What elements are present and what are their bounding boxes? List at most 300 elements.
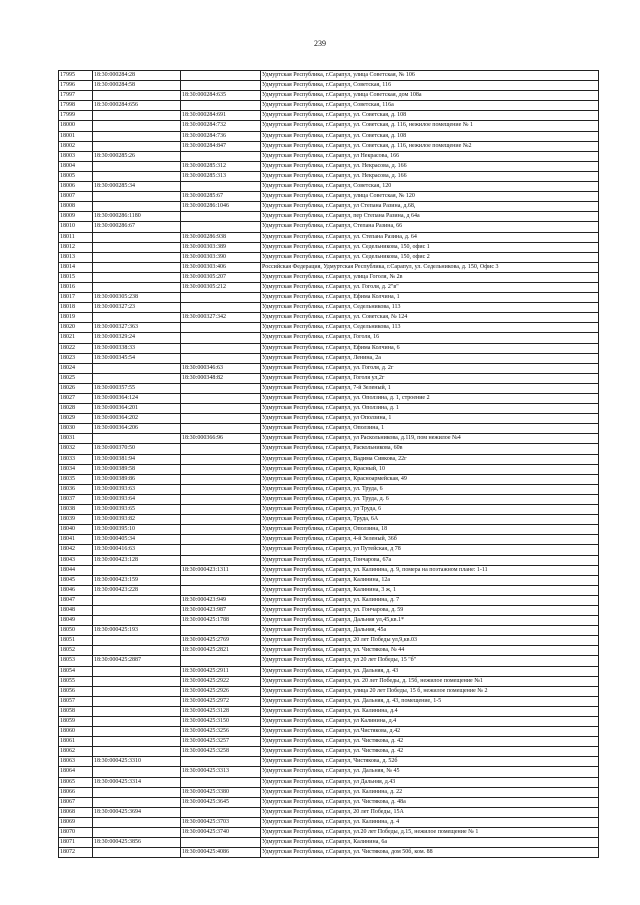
address-cell: Удмуртская Республика, г.Сарапул, ул. Калинина, д. 4 — [261, 817, 599, 827]
land-cadastral-number-cell: 18:30:000364:201 — [93, 404, 181, 414]
land-cadastral-number-cell — [93, 434, 181, 444]
table-row — [59, 81, 599, 91]
table-row — [59, 353, 599, 363]
row-number-cell: 18040 — [59, 525, 93, 535]
address-cell: Удмуртская Республика, г.Сарапул, ул. Советская, д. 116, нежилое помещение № 1 — [261, 121, 599, 131]
table-row — [59, 646, 599, 656]
address-cell: Удмуртская Республика, г.Сарапул, ул. Советская, д. 108 — [261, 111, 599, 121]
address-cell: Удмуртская Республика, г.Сарапул, Степана Разина, 66 — [261, 222, 599, 232]
land-cadastral-number-cell — [93, 797, 181, 807]
land-cadastral-number-cell — [93, 131, 181, 141]
address-cell: Удмуртская Республика, г.Сарапул, Советская, 120 — [261, 182, 599, 192]
building-cadastral-number-cell: 18:30:000423:987 — [181, 605, 261, 615]
building-cadastral-number-cell — [181, 333, 261, 343]
row-number-cell: 18020 — [59, 323, 93, 333]
row-number-cell: 18018 — [59, 303, 93, 313]
building-cadastral-number-cell — [181, 293, 261, 303]
address-cell: Удмуртская Республика, г.Сарапул, ул. Калинина, д. 22 — [261, 787, 599, 797]
building-cadastral-number-cell — [181, 626, 261, 636]
address-cell: Удмуртская Республика, г.Сарапул, улица Советская, № 120 — [261, 192, 599, 202]
address-cell: Удмуртская Республика, г.Сарапул, ул Оползина, 1 — [261, 414, 599, 424]
row-number-cell: 18038 — [59, 505, 93, 515]
building-cadastral-number-cell: 18:30:000346:63 — [181, 363, 261, 373]
table-row — [59, 777, 599, 787]
table-row — [59, 555, 599, 565]
building-cadastral-number-cell — [181, 212, 261, 222]
land-cadastral-number-cell — [93, 737, 181, 747]
building-cadastral-number-cell — [181, 71, 261, 81]
land-cadastral-number-cell — [93, 595, 181, 605]
row-number-cell: 18005 — [59, 171, 93, 181]
row-number-cell: 17997 — [59, 91, 93, 101]
address-cell: Удмуртская Республика, г.Сарапул, Ефима Колчина, 6 — [261, 343, 599, 353]
building-cadastral-number-cell — [181, 838, 261, 848]
table-row — [59, 747, 599, 757]
building-cadastral-number-cell: 18:30:000425:3150 — [181, 717, 261, 727]
building-cadastral-number-cell — [181, 182, 261, 192]
land-cadastral-number-cell — [93, 616, 181, 626]
table-row — [59, 394, 599, 404]
row-number-cell: 18061 — [59, 737, 93, 747]
address-cell: Удмуртская Республика, г.Сарапул, ул. Оползина, д. 1, строение 2 — [261, 394, 599, 404]
building-cadastral-number-cell — [181, 555, 261, 565]
row-number-cell: 18001 — [59, 131, 93, 141]
building-cadastral-number-cell: 18:30:000305:207 — [181, 272, 261, 282]
land-cadastral-number-cell: 18:30:000285:34 — [93, 182, 181, 192]
table-row — [59, 464, 599, 474]
table-row — [59, 525, 599, 535]
row-number-cell: 18007 — [59, 192, 93, 202]
address-cell: Удмуртская Республика, г.Сарапул, ул. Чистякова, № 44 — [261, 646, 599, 656]
table-row — [59, 505, 599, 515]
row-number-cell: 18036 — [59, 484, 93, 494]
table-row — [59, 272, 599, 282]
building-cadastral-number-cell: 18:30:000284:847 — [181, 141, 261, 151]
address-cell: Удмуртская Республика, г.Сарапул, Калинина, 3 ж, 1 — [261, 585, 599, 595]
table-row — [59, 242, 599, 252]
table-row — [59, 71, 599, 81]
row-number-cell: 18006 — [59, 182, 93, 192]
address-cell: Удмуртская Республика, г.Сарапул, ул.Чистякова, д.42 — [261, 727, 599, 737]
row-number-cell: 18052 — [59, 646, 93, 656]
table-row — [59, 404, 599, 414]
row-number-cell: 18045 — [59, 575, 93, 585]
table-row — [59, 737, 599, 747]
land-cadastral-number-cell — [93, 676, 181, 686]
address-cell: Удмуртская Республика, г.Сарапул, Оползина, 18 — [261, 525, 599, 535]
table-row — [59, 424, 599, 434]
building-cadastral-number-cell: 18:30:000425:3256 — [181, 727, 261, 737]
table-row — [59, 182, 599, 192]
address-cell: Удмуртская Республика, г.Сарапул, Калинина, 12а — [261, 575, 599, 585]
row-number-cell: 18032 — [59, 444, 93, 454]
building-cadastral-number-cell: 18:30:000425:2821 — [181, 646, 261, 656]
land-cadastral-number-cell: 18:30:000364:124 — [93, 394, 181, 404]
row-number-cell: 18017 — [59, 293, 93, 303]
row-number-cell: 18011 — [59, 232, 93, 242]
address-cell: Удмуртская Республика, г.Сарапул, ул. Дальняя, № 45 — [261, 767, 599, 777]
table-row — [59, 363, 599, 373]
address-cell: Удмуртская Республика, г.Сарапул, ул. Калинина, д. 7 — [261, 595, 599, 605]
table-row — [59, 656, 599, 666]
building-cadastral-number-cell: 18:30:000284:691 — [181, 111, 261, 121]
building-cadastral-number-cell: 18:30:000425:3258 — [181, 747, 261, 757]
building-cadastral-number-cell: 18:30:000425:2911 — [181, 666, 261, 676]
land-cadastral-number-cell — [93, 646, 181, 656]
address-cell: Удмуртская Республика, г.Сарапул, Советская, 116 — [261, 81, 599, 91]
land-cadastral-number-cell: 18:30:000286:67 — [93, 222, 181, 232]
table-row — [59, 303, 599, 313]
table-row — [59, 616, 599, 626]
building-cadastral-number-cell — [181, 474, 261, 484]
land-cadastral-number-cell — [93, 686, 181, 696]
table-row — [59, 414, 599, 424]
registry-table — [58, 70, 599, 858]
land-cadastral-number-cell — [93, 817, 181, 827]
address-cell: Удмуртская Республика, г.Сарапул, Седельникова, 113 — [261, 323, 599, 333]
address-cell: Удмуртская Республика, г.Сарапул, ул. Калинина, д.4 — [261, 706, 599, 716]
land-cadastral-number-cell — [93, 252, 181, 262]
table-row — [59, 757, 599, 767]
land-cadastral-number-cell — [93, 232, 181, 242]
row-number-cell: 18031 — [59, 434, 93, 444]
row-number-cell: 17996 — [59, 81, 93, 91]
address-cell: Удмуртская Республика, г.Сарапул, 20 лет Победы, 15А — [261, 807, 599, 817]
land-cadastral-number-cell: 18:30:000425:3694 — [93, 807, 181, 817]
address-cell: Удмуртская Республика, г.Сарапул, Ефима Колчина, 1 — [261, 293, 599, 303]
building-cadastral-number-cell: 18:30:000425:3645 — [181, 797, 261, 807]
table-row — [59, 141, 599, 151]
land-cadastral-number-cell: 18:30:000425:193 — [93, 626, 181, 636]
land-cadastral-number-cell — [93, 787, 181, 797]
address-cell: Российская Федерация, Удмуртская Республика, г.Сарапул, ул. Седельникова, д. 150, Офис 3 — [261, 262, 599, 272]
row-number-cell: 18072 — [59, 848, 93, 858]
table-row — [59, 111, 599, 121]
address-cell: Удмуртская Республика, г.Сарапул, Труда, 6А — [261, 515, 599, 525]
address-cell: Удмуртская Республика, г.Сарапул, Чистякова, д. 52б — [261, 757, 599, 767]
address-cell: Удмуртская Республика, г.Сарапул, ул.20 лет Победы, д.15, нежилое помещение № 1 — [261, 828, 599, 838]
row-number-cell: 18060 — [59, 727, 93, 737]
table-row — [59, 787, 599, 797]
row-number-cell: 18050 — [59, 626, 93, 636]
table-row — [59, 131, 599, 141]
address-cell: Удмуртская Республика, г.Сарапул, Гоголя ул,2г — [261, 373, 599, 383]
table-row — [59, 121, 599, 131]
table-row — [59, 696, 599, 706]
building-cadastral-number-cell: 18:30:000423:1311 — [181, 565, 261, 575]
building-cadastral-number-cell — [181, 343, 261, 353]
address-cell: Удмуртская Республика, г.Сарапул, ул. Дальняя, д. 43 — [261, 666, 599, 676]
land-cadastral-number-cell: 18:30:000389:58 — [93, 464, 181, 474]
row-number-cell: 18053 — [59, 656, 93, 666]
building-cadastral-number-cell — [181, 535, 261, 545]
row-number-cell: 18030 — [59, 424, 93, 434]
table-row — [59, 222, 599, 232]
land-cadastral-number-cell — [93, 111, 181, 121]
land-cadastral-number-cell: 18:30:000345:54 — [93, 353, 181, 363]
address-cell: Удмуртская Республика, г.Сарапул, ул. Советская, д. 108 — [261, 131, 599, 141]
land-cadastral-number-cell: 18:30:000284:656 — [93, 101, 181, 111]
address-cell: Удмуртская Республика, г.Сарапул, ул. Чистякова, д. 48а — [261, 797, 599, 807]
row-number-cell: 18066 — [59, 787, 93, 797]
land-cadastral-number-cell — [93, 272, 181, 282]
address-cell: Удмуртская Республика, г.Сарапул, Калинина, 6а — [261, 838, 599, 848]
land-cadastral-number-cell: 18:30:000423:159 — [93, 575, 181, 585]
land-cadastral-number-cell: 18:30:000393:64 — [93, 494, 181, 504]
row-number-cell: 18016 — [59, 282, 93, 292]
land-cadastral-number-cell — [93, 262, 181, 272]
row-number-cell: 18071 — [59, 838, 93, 848]
table-row — [59, 232, 599, 242]
row-number-cell: 18049 — [59, 616, 93, 626]
address-cell: Удмуртская Республика, г.Сарапул, Красный, 10 — [261, 464, 599, 474]
row-number-cell: 18067 — [59, 797, 93, 807]
row-number-cell: 18043 — [59, 555, 93, 565]
row-number-cell: 18034 — [59, 464, 93, 474]
row-number-cell: 18044 — [59, 565, 93, 575]
table-row — [59, 636, 599, 646]
row-number-cell: 18039 — [59, 515, 93, 525]
address-cell: Удмуртская Республика, г.Сарапул, 20 лет Победы ул,9,кв.03 — [261, 636, 599, 646]
land-cadastral-number-cell — [93, 192, 181, 202]
building-cadastral-number-cell — [181, 414, 261, 424]
row-number-cell: 18023 — [59, 353, 93, 363]
table-row — [59, 807, 599, 817]
row-number-cell: 18041 — [59, 535, 93, 545]
building-cadastral-number-cell — [181, 101, 261, 111]
row-number-cell: 18033 — [59, 454, 93, 464]
address-cell: Удмуртская Республика, г.Сарапул, ул Калинина, д.4 — [261, 717, 599, 727]
land-cadastral-number-cell: 18:30:000423:128 — [93, 555, 181, 565]
land-cadastral-number-cell: 18:30:000405:34 — [93, 535, 181, 545]
address-cell: Удмуртская Республика, г.Сарапул, ул. Чистякова, д. 42 — [261, 747, 599, 757]
table-row — [59, 575, 599, 585]
table-row — [59, 282, 599, 292]
building-cadastral-number-cell: 18:30:000425:3128 — [181, 706, 261, 716]
building-cadastral-number-cell — [181, 303, 261, 313]
row-number-cell: 18068 — [59, 807, 93, 817]
table-row — [59, 161, 599, 171]
land-cadastral-number-cell: 18:30:000393:82 — [93, 515, 181, 525]
address-cell: Удмуртская Республика, г.Сарапул, ул. Чистякова, д. 42 — [261, 737, 599, 747]
table-row — [59, 828, 599, 838]
row-number-cell: 18047 — [59, 595, 93, 605]
table-row — [59, 252, 599, 262]
row-number-cell: 18035 — [59, 474, 93, 484]
land-cadastral-number-cell — [93, 666, 181, 676]
building-cadastral-number-cell — [181, 484, 261, 494]
land-cadastral-number-cell: 18:30:000305:238 — [93, 293, 181, 303]
address-cell: Удмуртская Республика, г.Сарапул, ул. 20 лет Победы, д. 15б, нежилое помещение №1 — [261, 676, 599, 686]
address-cell: Удмуртская Республика, г.Сарапул, Красноармейская, 49 — [261, 474, 599, 484]
address-cell: Удмуртская Республика, г.Сарапул, Дальняя ул,45,кв.1* — [261, 616, 599, 626]
address-cell: Удмуртская Республика, г.Сарапул, ул. Советская, д. 116, нежилое помещение №2 — [261, 141, 599, 151]
land-cadastral-number-cell: 18:30:000395:10 — [93, 525, 181, 535]
land-cadastral-number-cell: 18:30:000338:33 — [93, 343, 181, 353]
address-cell: Удмуртская Республика, г.Сарапул, улица Гоголя, № 2в — [261, 272, 599, 282]
building-cadastral-number-cell: 18:30:000327:342 — [181, 313, 261, 323]
land-cadastral-number-cell — [93, 696, 181, 706]
building-cadastral-number-cell — [181, 585, 261, 595]
table-row — [59, 373, 599, 383]
building-cadastral-number-cell — [181, 515, 261, 525]
land-cadastral-number-cell — [93, 565, 181, 575]
land-cadastral-number-cell — [93, 636, 181, 646]
row-number-cell: 18013 — [59, 252, 93, 262]
address-cell: Удмуртская Республика, г.Сарапул, ул Некрасова, 166 — [261, 151, 599, 161]
table-row — [59, 626, 599, 636]
row-number-cell: 18021 — [59, 333, 93, 343]
address-cell: Удмуртская Республика, г.Сарапул, ул. Советская, № 124 — [261, 313, 599, 323]
land-cadastral-number-cell: 18:30:000425:3310 — [93, 757, 181, 767]
row-number-cell: 18009 — [59, 212, 93, 222]
row-number-cell: 18048 — [59, 605, 93, 615]
building-cadastral-number-cell — [181, 81, 261, 91]
land-cadastral-number-cell — [93, 706, 181, 716]
address-cell: Удмуртская Республика, г.Сарапул, ул Степана Разина, д.68, — [261, 202, 599, 212]
building-cadastral-number-cell — [181, 394, 261, 404]
building-cadastral-number-cell: 18:30:000425:3703 — [181, 817, 261, 827]
table-row — [59, 333, 599, 343]
table-row — [59, 474, 599, 484]
address-cell: Удмуртская Республика, г.Сарапул, ул. Гончарова, д. 59 — [261, 605, 599, 615]
building-cadastral-number-cell — [181, 777, 261, 787]
table-row — [59, 585, 599, 595]
building-cadastral-number-cell: 18:30:000425:1788 — [181, 616, 261, 626]
table-row — [59, 454, 599, 464]
building-cadastral-number-cell: 18:30:000284:736 — [181, 131, 261, 141]
building-cadastral-number-cell: 18:30:000425:3313 — [181, 767, 261, 777]
table-row — [59, 151, 599, 161]
land-cadastral-number-cell — [93, 373, 181, 383]
land-cadastral-number-cell: 18:30:000389:86 — [93, 474, 181, 484]
table-row — [59, 192, 599, 202]
building-cadastral-number-cell: 18:30:000348:82 — [181, 373, 261, 383]
table-row — [59, 605, 599, 615]
building-cadastral-number-cell: 18:30:000425:2769 — [181, 636, 261, 646]
row-number-cell: 17999 — [59, 111, 93, 121]
address-cell: Удмуртская Республика, г.Сарапул, Ленина, 2а — [261, 353, 599, 363]
building-cadastral-number-cell: 18:30:000303:390 — [181, 252, 261, 262]
row-number-cell: 17998 — [59, 101, 93, 111]
table-row — [59, 212, 599, 222]
table-row — [59, 494, 599, 504]
address-cell: Удмуртская Республика, г.Сарапул, ул. Гоголя, д. 2г — [261, 363, 599, 373]
address-cell: Удмуртская Республика, г.Сарапул, ул. Некрасова, д. 166 — [261, 161, 599, 171]
address-cell: Удмуртская Республика, г.Сарапул, Оползина, 1 — [261, 424, 599, 434]
land-cadastral-number-cell: 18:30:000286:1180 — [93, 212, 181, 222]
building-cadastral-number-cell: 18:30:000303:389 — [181, 242, 261, 252]
table-row — [59, 797, 599, 807]
row-number-cell: 18010 — [59, 222, 93, 232]
land-cadastral-number-cell: 18:30:000364:202 — [93, 414, 181, 424]
building-cadastral-number-cell — [181, 656, 261, 666]
row-number-cell: 18022 — [59, 343, 93, 353]
building-cadastral-number-cell: 18:30:000366:96 — [181, 434, 261, 444]
land-cadastral-number-cell: 18:30:000357:55 — [93, 383, 181, 393]
registry-table-body — [59, 71, 599, 858]
land-cadastral-number-cell — [93, 363, 181, 373]
page-number: 239 — [314, 39, 326, 48]
table-row — [59, 171, 599, 181]
land-cadastral-number-cell: 18:30:000416:63 — [93, 545, 181, 555]
row-number-cell: 18037 — [59, 494, 93, 504]
row-number-cell: 18057 — [59, 696, 93, 706]
building-cadastral-number-cell — [181, 383, 261, 393]
row-number-cell: 18024 — [59, 363, 93, 373]
address-cell: Удмуртская Республика, г.Сарапул, Дальняя, 45а — [261, 626, 599, 636]
address-cell: Удмуртская Республика, г.Сарапул, 7-й Зеленый, 1 — [261, 383, 599, 393]
land-cadastral-number-cell: 18:30:000284:28 — [93, 71, 181, 81]
building-cadastral-number-cell: 18:30:000305:212 — [181, 282, 261, 292]
land-cadastral-number-cell: 18:30:000284:58 — [93, 81, 181, 91]
building-cadastral-number-cell: 18:30:000425:3380 — [181, 787, 261, 797]
table-row — [59, 484, 599, 494]
table-row — [59, 202, 599, 212]
building-cadastral-number-cell — [181, 525, 261, 535]
building-cadastral-number-cell: 18:30:000425:2922 — [181, 676, 261, 686]
row-number-cell: 18054 — [59, 666, 93, 676]
land-cadastral-number-cell: 18:30:000381:94 — [93, 454, 181, 464]
row-number-cell: 18055 — [59, 676, 93, 686]
address-cell: Удмуртская Республика, г.Сарапул, Гоголя, 16 — [261, 333, 599, 343]
table-row — [59, 545, 599, 555]
land-cadastral-number-cell — [93, 313, 181, 323]
row-number-cell: 18051 — [59, 636, 93, 646]
building-cadastral-number-cell: 18:30:000286:938 — [181, 232, 261, 242]
land-cadastral-number-cell — [93, 767, 181, 777]
address-cell: Удмуртская Республика, г.Сарапул, Советская, 116а — [261, 101, 599, 111]
row-number-cell: 18069 — [59, 817, 93, 827]
building-cadastral-number-cell — [181, 545, 261, 555]
land-cadastral-number-cell — [93, 161, 181, 171]
building-cadastral-number-cell — [181, 807, 261, 817]
land-cadastral-number-cell: 18:30:000329:24 — [93, 333, 181, 343]
land-cadastral-number-cell: 18:30:000285:26 — [93, 151, 181, 161]
row-number-cell: 18008 — [59, 202, 93, 212]
row-number-cell: 18002 — [59, 141, 93, 151]
row-number-cell: 18070 — [59, 828, 93, 838]
row-number-cell: 18025 — [59, 373, 93, 383]
land-cadastral-number-cell — [93, 828, 181, 838]
land-cadastral-number-cell — [93, 282, 181, 292]
address-cell: Удмуртская Республика, г.Сарапул, ул. Труда, д. 6 — [261, 494, 599, 504]
table-row — [59, 101, 599, 111]
building-cadastral-number-cell — [181, 404, 261, 414]
address-cell: Удмуртская Республика, г.Сарапул, ул. Гоголя, д. 2"в" — [261, 282, 599, 292]
row-number-cell: 18059 — [59, 717, 93, 727]
building-cadastral-number-cell: 18:30:000284:732 — [181, 121, 261, 131]
land-cadastral-number-cell — [93, 717, 181, 727]
address-cell: Удмуртская Республика, г.Сарапул, ул. Степана Разина, д. 64 — [261, 232, 599, 242]
table-row — [59, 323, 599, 333]
building-cadastral-number-cell: 18:30:000425:3740 — [181, 828, 261, 838]
land-cadastral-number-cell — [93, 141, 181, 151]
address-cell: Удмуртская Республика, г.Сарапул, Гончарова, 67а — [261, 555, 599, 565]
address-cell: Удмуртская Республика, г.Сарапул, Раскольникова, 60в — [261, 444, 599, 454]
address-cell: Удмуртская Республика, г.Сарапул, ул Труда, 6 — [261, 505, 599, 515]
table-row — [59, 817, 599, 827]
building-cadastral-number-cell — [181, 575, 261, 585]
row-number-cell: 18046 — [59, 585, 93, 595]
table-row — [59, 717, 599, 727]
table-row — [59, 444, 599, 454]
row-number-cell: 18014 — [59, 262, 93, 272]
address-cell: Удмуртская Республика, г.Сарапул, Вадима Сивкова, 22г — [261, 454, 599, 464]
table-row — [59, 706, 599, 716]
building-cadastral-number-cell — [181, 323, 261, 333]
table-row — [59, 666, 599, 676]
